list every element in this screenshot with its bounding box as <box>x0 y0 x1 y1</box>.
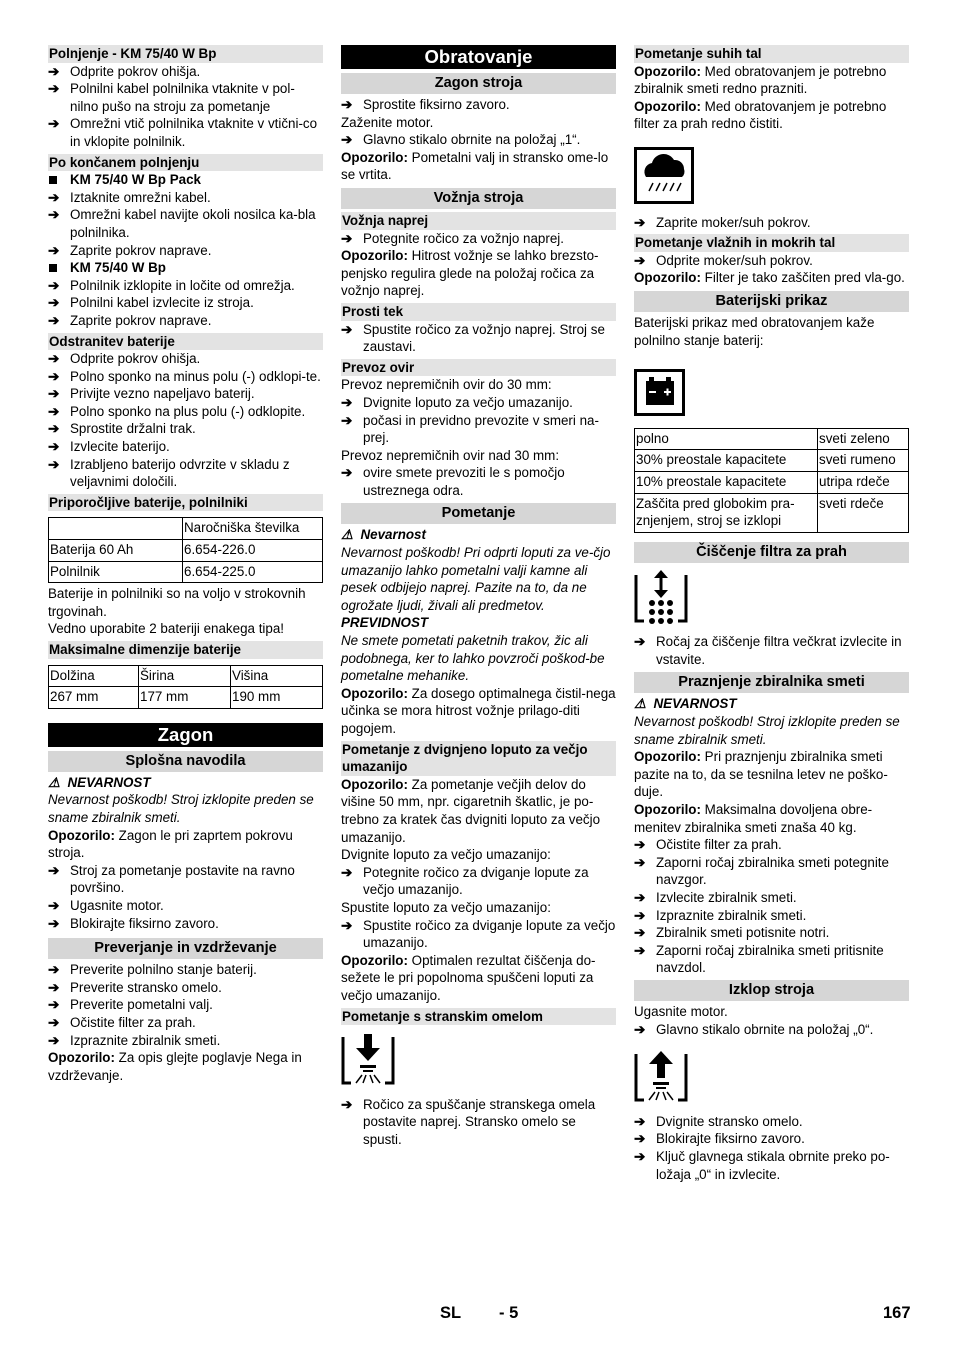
list-item: ➔ Potegnite ročico za dviganje lopute za večjo umazanijo. <box>341 864 589 898</box>
table-row <box>635 471 909 493</box>
side-broom-raise-icon <box>634 1048 909 1109</box>
arrow-icon: ➔ <box>48 189 60 205</box>
heading-sweep-flap-raised: Pometanje z dvignjeno loputo za večjo umazanijo <box>341 741 616 776</box>
arrow-icon: ➔ <box>48 116 60 132</box>
list-item: ➔ Iztaknite omrežni kabel. <box>48 189 211 205</box>
list-item: ➔ ovire smete prevoziti le s pomočjo ustreznega odra. <box>341 465 565 498</box>
arrow-icon: ➔ <box>48 242 60 258</box>
table-cell: utripa rdeče <box>818 471 909 493</box>
list-battery-removal <box>48 350 323 491</box>
heading-battery-display: Baterijski prikaz <box>634 291 909 312</box>
paragraph: Vedno uporabite 2 bateriji enakega tipa! <box>48 621 285 637</box>
arrow-icon: ➔ <box>341 412 353 428</box>
heading-battery-dimensions: Maksimalne dimenzije baterije <box>48 641 323 659</box>
list-after-charging <box>48 277 323 330</box>
warning-label: ⚠ NEVARNOST <box>48 774 151 790</box>
arrow-icon: ➔ <box>48 63 60 79</box>
warning-label: ⚠ Nevarnost <box>341 527 426 543</box>
list-item: ➔ Spustite ročico za dviganje lopute za večjo umazanijo. <box>341 917 616 951</box>
paragraph: Baterije in polnilniki so na voljo v strokovnih trgovinah. <box>48 586 306 619</box>
note: Opozorilo: Optimalen rezultat čiščenja do-sežete le pri popolnoma spuščeni loputi za večjo umazanijo. <box>341 952 596 1003</box>
table-cell: Naročniška številka <box>183 518 323 540</box>
list-item: ➔ Izvlecite baterijo. <box>48 439 170 455</box>
heading-sweeping: Pometanje <box>341 503 616 524</box>
arrow-icon: ➔ <box>48 439 60 455</box>
paragraph: Baterijski prikaz med obratovanjem kaže polnilno stanje baterij: <box>634 314 875 348</box>
note: Opozorilo: Zagon le pri zaprtem pokrovu stroja. <box>48 827 293 861</box>
arrow-icon: ➔ <box>634 1021 646 1037</box>
paragraph: Spustite loputo za večjo umazanijo: <box>341 899 551 915</box>
list-item: ➔ Zaporni ročaj zbiralnika smeti potegnite navzgor. <box>634 854 889 888</box>
list-item: ➔ Ročaj za čiščenje filtra večkrat izvlecite in vstavite. <box>634 634 902 667</box>
list-item: ➔ počasi in previdno prevozite v smeri na-prej. <box>341 412 599 446</box>
column-2 <box>341 45 616 1148</box>
warning-icon: ⚠ <box>48 774 61 790</box>
list-check-maintenance <box>48 961 323 1049</box>
list-item: ➔ Izpraznite zbiralnik smeti. <box>48 1032 221 1048</box>
note: Opozorilo: Hitrost vožnje se lahko brezsto-penjsko regulira glede na položaj ročica za vožnjo naprej. <box>341 248 599 299</box>
heading-dry-floors: Pometanje suhih tal <box>634 45 909 63</box>
arrow-icon: ➔ <box>48 351 60 367</box>
table-cell: 177 mm <box>139 687 231 709</box>
arrow-icon: ➔ <box>634 942 646 958</box>
arrow-icon: ➔ <box>634 1148 646 1164</box>
table-cell: sveti rdeče <box>818 493 909 532</box>
filter-cleaning-icon <box>634 569 909 630</box>
arrow-icon: ➔ <box>634 837 646 853</box>
table-row <box>635 428 909 450</box>
list-item: ➔ Odprite pokrov ohišja. <box>48 351 201 367</box>
list-item: ➔ Glavno stikalo obrnite na položaj „1“. <box>341 132 581 148</box>
list-item: ➔ Sprostite fiksirno zavoro. <box>341 97 510 112</box>
wet-dry-flap-icon <box>634 147 909 210</box>
list-item: ➔ Omrežni vtič polnilnika vtaknite v vtični-co in vklopite polnilnik. <box>48 116 318 149</box>
note: Opozorilo: Med obratovanjem je potrebno filter za prah redno čistiti. <box>634 98 887 132</box>
table-cell <box>49 518 183 540</box>
list-item: ➔ Očistite filter za prah. <box>48 1014 196 1030</box>
heading-wet-floors: Pometanje vlažnih in mokrih tal <box>634 234 909 252</box>
list-obstacles-high <box>341 464 616 499</box>
table-cell: Zaščita pred globokim pra-znjenjem, stroj se izklopi <box>635 493 818 532</box>
table-row <box>49 518 323 540</box>
list-item: ➔ Izpraznite zbiralnik smeti. <box>634 907 807 923</box>
arrow-icon: ➔ <box>48 312 60 328</box>
table-row <box>49 561 323 583</box>
paragraph: Dvignite loputo za večjo umazanijo: <box>341 847 551 863</box>
caution-text: Ne smete pometati paketnih trakov, žic ali podobnega, ker to lahko povzroči poškod-be pometalne mehanike. <box>341 633 605 684</box>
arrow-icon: ➔ <box>341 321 353 337</box>
side-broom-lower-icon <box>341 1031 616 1092</box>
list-item: ➔ Polnilni kabel polnilnika vtaknite v pol-nilno pušo na stroju za pometanje <box>48 81 295 114</box>
table-batteries <box>48 517 323 583</box>
arrow-icon: ➔ <box>634 214 646 230</box>
footer-language: SL <box>440 1304 462 1322</box>
heading-drive-forward: Vožnja naprej <box>341 212 616 230</box>
arrow-icon: ➔ <box>48 386 60 402</box>
arrow-icon: ➔ <box>48 403 60 419</box>
heading-general: Splošna navodila <box>48 751 323 772</box>
heading-driving: Vožnja stroja <box>341 188 616 209</box>
column-1 <box>48 45 323 1084</box>
list-charging <box>48 63 323 151</box>
arrow-icon: ➔ <box>48 81 60 97</box>
arrow-icon: ➔ <box>48 979 60 995</box>
heading-side-broom: Pometanje s stranskim omelom <box>341 1008 616 1026</box>
arrow-icon: ➔ <box>48 997 60 1013</box>
list-item: ➔ Preverite polnilno stanje baterij. <box>48 962 257 978</box>
warning-text: Nevarnost poškodb! Pri odprti loputi za ve-čjo umazanijo lahko pometalni valji kamne ali pesek odbijejo naprej. Pazite na to, da ne ogrožate ljudi, živali ali predmetov. <box>341 545 611 613</box>
arrow-icon: ➔ <box>341 864 353 880</box>
note: Opozorilo: Pometalni valj in stransko ome-lo se vrtita. <box>341 149 609 183</box>
note: Opozorilo: Za pometanje večjih delov do višine 50 mm, npr. cigaretnih škatlic, je po-trebno za kratek čas dvigniti loputo za večjo umazanijo. <box>341 776 601 845</box>
arrow-icon: ➔ <box>48 962 60 978</box>
list-item: ➔ Spustite ročico za vožnjo naprej. Stroj se zaustavi. <box>341 321 605 355</box>
list-item: KM 75/40 W Bp <box>48 259 323 277</box>
arrow-icon: ➔ <box>634 252 646 268</box>
paragraph: Prevoz nepremičnih ovir nad 30 mm: <box>341 447 560 463</box>
list-item: ➔ Zbiralnik smeti potisnite notri. <box>634 925 830 941</box>
heading-start-machine: Zagon stroja <box>341 73 616 94</box>
arrow-icon: ➔ <box>341 230 353 246</box>
table-cell: 10% preostale kapacitete <box>635 471 818 493</box>
arrow-icon: ➔ <box>341 132 353 148</box>
arrow-icon: ➔ <box>341 1096 353 1112</box>
table-row <box>635 450 909 472</box>
table-cell: 190 mm <box>231 687 323 709</box>
list-obstacles-low <box>341 394 616 447</box>
arrow-icon: ➔ <box>48 456 60 472</box>
arrow-icon: ➔ <box>48 897 60 913</box>
table-cell: 6.654-226.0 <box>183 540 323 562</box>
list-item: ➔ Očistite filter za prah. <box>634 837 782 853</box>
arrow-icon: ➔ <box>48 207 60 223</box>
arrow-icon: ➔ <box>48 915 60 931</box>
table-cell: 267 mm <box>49 687 139 709</box>
arrow-icon: ➔ <box>48 295 60 311</box>
table-row <box>49 687 323 709</box>
list-item: ➔ Ročico za spuščanje stranskega omela postavite naprej. Stransko omelo se spusti. <box>341 1096 596 1147</box>
note: Opozorilo: Maksimalna dovoljena obre-menitev zbiralnika smeti znaša 40 kg. <box>634 802 873 835</box>
table-cell: 6.654-225.0 <box>183 561 323 583</box>
table-row <box>49 540 323 562</box>
list-after-charging-pack <box>48 189 323 259</box>
list-item: ➔ Glavno stikalo obrnite na položaj „0“. <box>634 1021 874 1037</box>
list-item: ➔ Polnilnik izklopite in ločite od omrežja. <box>48 277 295 293</box>
list-item: ➔ Dvignite loputo za večjo umazanijo. <box>341 394 573 410</box>
table-row <box>635 493 909 532</box>
heading-startup: Zagon <box>48 723 323 747</box>
heading-obstacles: Prevoz ovir <box>341 359 616 377</box>
list-item: ➔ Odprite moker/suh pokrov. <box>634 252 813 268</box>
warning-label: ⚠ NEVARNOST <box>634 696 737 712</box>
arrow-icon: ➔ <box>634 890 646 905</box>
list-item: ➔ Blokirajte fiksirno zavoro. <box>48 915 219 931</box>
heading-filter-cleaning: Čiščenje filtra za prah <box>634 542 909 563</box>
list-item: ➔ Preverite pometalni valj. <box>48 997 213 1013</box>
arrow-icon: ➔ <box>341 465 353 481</box>
arrow-icon: ➔ <box>634 925 646 941</box>
list-item: ➔ Preverite stransko omelo. <box>48 979 222 995</box>
list-item: ➔ Zaprite moker/suh pokrov. <box>634 214 811 230</box>
list-item: ➔ Izvlecite zbiralnik smeti. <box>634 890 797 905</box>
table-cell: polno <box>635 428 818 450</box>
table-cell: Dolžina <box>49 665 139 687</box>
list-item: ➔ Zaprite pokrov naprave. <box>48 312 212 328</box>
list-shutdown <box>634 1113 909 1183</box>
arrow-icon: ➔ <box>48 277 60 293</box>
arrow-icon: ➔ <box>341 917 353 933</box>
footer-local-page: - 5 <box>499 1304 519 1322</box>
list-item: ➔ Zaporni ročaj zbiralnika smeti pritisnite navzdol. <box>634 942 884 976</box>
list-general <box>48 862 323 932</box>
heading-empty-container: Praznjenje zbiralnika smeti <box>634 672 909 693</box>
warning-text: Nevarnost poškodb! Stroj izklopite preden se sname zbiralnik smeti. <box>634 714 900 747</box>
warning-text: Nevarnost poškodb! Stroj izklopite preden se sname zbiralnik smeti. <box>48 792 314 825</box>
arrow-icon: ➔ <box>48 862 60 878</box>
arrow-icon: ➔ <box>634 854 646 870</box>
list-item: ➔ Blokirajte fiksirno zavoro. <box>634 1131 805 1147</box>
list-item: ➔ Ugasnite motor. <box>48 897 164 913</box>
list-item: ➔ Ključ glavnega stikala obrnite preko po-ložaja „0“ in izvlecite. <box>634 1148 890 1182</box>
list-item: ➔ Polno sponko na plus polu (-) odklopite. <box>48 403 306 419</box>
heading-check-maintenance: Preverjanje in vzdrževanje <box>48 938 323 959</box>
heading-operation: Obratovanje <box>341 45 616 69</box>
list-item: ➔ Izrabljeno baterijo odvrzite v skladu z veljavnimi določili. <box>48 456 290 490</box>
arrow-icon: ➔ <box>634 1131 646 1147</box>
battery-icon <box>634 369 909 422</box>
list-item: ➔ Zaprite pokrov naprave. <box>48 242 212 258</box>
list-item: ➔ Odprite pokrov ohišja. <box>48 63 201 79</box>
note: Opozorilo: Filter je tako zaščiten pred vla-go. <box>634 270 905 286</box>
table-cell: Višina <box>231 665 323 687</box>
note: Opozorilo: Za opis glejte poglavje Nega in vzdrževanje. <box>48 1050 302 1083</box>
paragraph: Zaženite motor. <box>341 114 434 130</box>
arrow-icon: ➔ <box>48 368 60 384</box>
list-item: ➔ Dvignite stransko omelo. <box>634 1113 803 1129</box>
list-empty-container <box>634 836 909 977</box>
list-item: ➔ Polno sponko na minus polu (-) odklopi-te. <box>48 368 321 384</box>
note: Opozorilo: Za dosego optimalnega čistil-nega učinka se mora hitrost vožnje prilago-diti pogojem. <box>341 685 616 736</box>
list-item: ➔ Sprostite držalni trak. <box>48 421 196 437</box>
heading-charging: Polnjenje - KM 75/40 W Bp <box>48 45 323 63</box>
square-bullet-icon <box>49 176 57 184</box>
arrow-icon: ➔ <box>634 1113 646 1129</box>
list-item: ➔ Polnilni kabel izvlecite iz stroja. <box>48 295 254 311</box>
list-item: KM 75/40 W Bp Pack <box>48 171 323 189</box>
list-item: ➔ Stroj za pometanje postavite na ravno površino. <box>48 862 295 896</box>
table-battery-dimensions <box>48 665 323 709</box>
table-cell: Širina <box>139 665 231 687</box>
warning-icon: ⚠ <box>634 696 647 712</box>
note: Opozorilo: Med obratovanjem je potrebno zbiralnik smeti redno prazniti. <box>634 63 887 97</box>
list-item: ➔ Privijte vezno napeljavo baterij. <box>48 386 255 402</box>
paragraph: Prevoz nepremičnih ovir do 30 mm: <box>341 377 552 393</box>
arrow-icon: ➔ <box>48 421 60 437</box>
arrow-icon: ➔ <box>341 394 353 410</box>
footer-page-number: 167 <box>883 1304 911 1322</box>
note: Opozorilo: Pri praznjenju zbiralnika smeti pazite na to, da se tesnilna letev ne poško-duje. <box>634 749 888 800</box>
list-item: ➔ Omrežni kabel navijte okoli nosilca ka-bla polnilnika. <box>48 207 316 240</box>
arrow-icon: ➔ <box>634 907 646 923</box>
heading-recommended-batteries: Priporočljive baterije, polnilniki <box>48 494 323 512</box>
table-cell: Baterija 60 Ah <box>49 540 183 562</box>
table-cell: 30% preostale kapacitete <box>635 450 818 472</box>
heading-battery-removal: Odstranitev baterije <box>48 333 323 351</box>
heading-after-charging: Po končanem polnjenju <box>48 154 323 172</box>
heading-shutdown: Izklop stroja <box>634 980 909 1001</box>
caution-label: PREVIDNOST <box>341 615 429 631</box>
heading-idle: Prosti tek <box>341 303 616 321</box>
warning-icon: ⚠ <box>341 527 354 543</box>
table-battery-display <box>634 428 909 533</box>
list-item: ➔ Potegnite ročico za vožnjo naprej. <box>341 230 564 246</box>
arrow-icon: ➔ <box>634 634 646 650</box>
table-cell: sveti zeleno <box>818 428 909 450</box>
arrow-icon: ➔ <box>48 1032 60 1048</box>
table-cell: Polnilnik <box>49 561 183 583</box>
arrow-icon: ➔ <box>341 97 353 112</box>
table-row <box>49 665 323 687</box>
table-cell: sveti rumeno <box>818 450 909 472</box>
arrow-icon: ➔ <box>48 1014 60 1030</box>
square-bullet-icon <box>49 264 57 272</box>
column-3 <box>634 45 909 1183</box>
paragraph: Ugasnite motor. <box>634 1003 728 1019</box>
